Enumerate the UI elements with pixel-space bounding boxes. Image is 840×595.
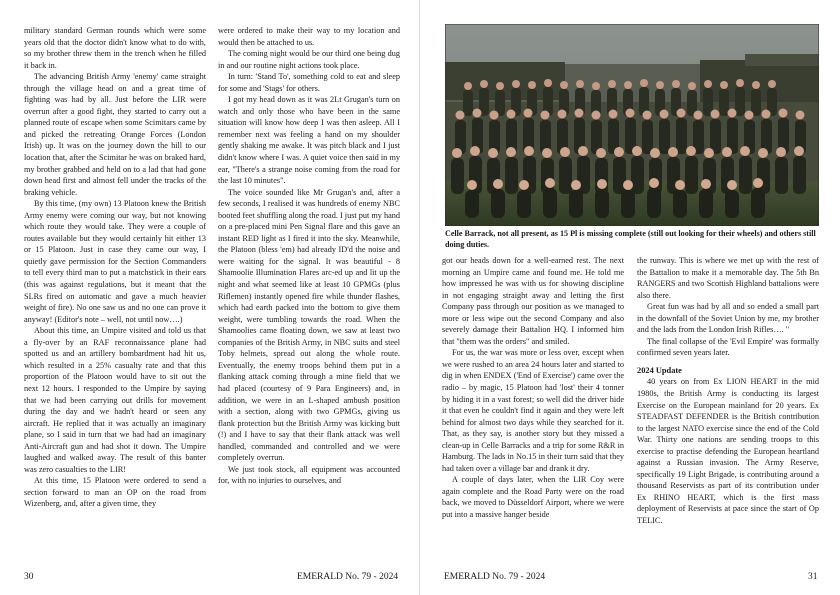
paragraph: At this time, 15 Platoon were ordered to send a section forward to man an OP on the road from Wizenberg, and, after a given time, they bbox=[24, 476, 206, 509]
page-number-right: 31 bbox=[808, 572, 818, 582]
section-heading: 2024 Update bbox=[637, 365, 682, 375]
footer-right: EMERALD No. 79 - 2024 bbox=[444, 572, 546, 582]
paragraph: Great fun was had by all and so ended a small part in the downfall of the Soviet Union by me, my brother and the lads from the London Irish Rifles…. " bbox=[637, 302, 819, 335]
paragraph: For us, the war was more or less over, except when we were rushed to an area 24 hours later and started to dig in when ENDEX ('End of Exercise') came over the radio – by magic, 15 Platoon had 'lost' their 4 tonner by hiding it in a vast forest; so well did the driver hide it that even he couldn't find it again and they were left behind for almost two days while they searched for it. That, as they say, is another story but they missed a clean-up in Celle Barracks and a trip for some R&R in Hamburg. The lads in No.15 in their turn said that they had taken over a village bar and drank it dry. bbox=[442, 348, 624, 473]
group-photo bbox=[445, 24, 819, 226]
paragraph: were ordered to make their way to my location and would then be attached to us. bbox=[218, 26, 400, 47]
paragraph: In turn: 'Stand To', something cold to eat and sleep for some and 'Stags' for others. bbox=[218, 72, 400, 93]
paragraph: I got my head down as it was 2Lt Grugan's turn on watch and only those who have been in the same situation will know how deep I was then asleep. All I remember next was feeling a hand on my shoulder gently shaking me awake. It was pitch black and I just didn't know where I was. A quiet voice then said in my ear, "There's a strange noise coming from the road for the last 10 minutes". bbox=[218, 95, 400, 186]
page-number-left: 30 bbox=[24, 572, 34, 582]
photo-caption: Celle Barrack, not all present, as 15 Pl is missing complete (still out looking for their wheels) and others still doing duties. bbox=[445, 229, 816, 249]
left-column-2 bbox=[218, 25, 400, 565]
paragraph: By this time, (my own) 13 Platoon knew the British Army enemy were coming our way, but not knowing which route they would take. They were a couple of routes available but they would certainly hit either 13 or 15 Platoon. Just in case they came our way, I quietly gave permission for the Section Commanders to tell every third man to put a matchstick in their ears (this was against regulations, but it meant that the SLRs fired on automatic and gave a much heavier weight of fire). No one saw us and no one can prove it anyway! (Editor's note – well, not until now….) bbox=[24, 199, 206, 324]
paragraph: About this time, an Umpire visited and told us that a fly-over by an RAF reconnaissance plane had spotted us and an artillery bombardment had hit us, which resulted in a 25% casualty rate and that this proportion of the Platoon would have to sit out the next 12 hours. I responded to the Umpire by saying that we had been carrying out drills for movement during the day and we hadn't heard or seen any aircraft. He replied that it was actually an imaginary plane, so I said in turn that we had had an imaginary Anti-Aircraft gun and had shot it down. The Umpire laughed and walked away. The result of this banter was zero casualties to the LIR! bbox=[24, 326, 206, 474]
right-column-1 bbox=[442, 255, 624, 567]
paragraph: military standard German rounds which were some years old that the doctor didn't know what to do with, so my brother threw them in the trench when he filled it back in. bbox=[24, 26, 206, 70]
footer-left: EMERALD No. 79 - 2024 bbox=[297, 572, 399, 582]
paragraph: got our heads down for a well-earned rest. The next morning an Umpire came and found me. He told me how impressed he was with us for showing discipline in not engaging straight away and letting the first Company pass through our position as we managed to more or less wipe out the second Company and also severely damage their Battalion HQ. I informed him that "them was the orders" and smiled. bbox=[442, 256, 624, 346]
right-column-2 bbox=[637, 255, 819, 567]
paragraph: A couple of days later, when the LIR Coy were again complete and the Road Party were on the road back, we moved to Düsseldorf Airport, where we were put into a massive hanger beside bbox=[442, 475, 624, 520]
paragraph: The final collapse of the 'Evil Empire' was formally confirmed seven years later. bbox=[637, 336, 819, 358]
left-column-1 bbox=[24, 25, 206, 565]
paragraph: The advancing British Army 'enemy' came straight through the village head on and a great time of fighting was had by all. Just before the LIR were overrun after a good fight, they started to carry out a planned route of escape when some Scimitars came by and picked the retreating Orange Forces (London Irish) up. It was on the journey down the hill to our location that, after the Scimitar he was on braked hard, my brother grabbed and held on to a lad that had gone down head first and almost fell under the tracks of the braking vehicle. bbox=[24, 72, 206, 197]
paragraph: 40 years on from Ex LION HEART in the mid 1980s, the British Army is conducting its largest Exercise on the European mainland for 20 years. Ex STEADFAST DEFENDER is the British contribution to the largest NATO exercise since the end of the Cold War. Thirty one nations are sending troops to this exercise to practise defending the European heartland against a Russian invasion. The Army Reserve, specifically 19 Light Brigade, is contributing around a thousand Reservists as part of its contribution under Ex RHINO HEART, which is the first mass deployment of Reservists at pace since the start of Op TELIC. bbox=[637, 377, 819, 526]
group-photo-image bbox=[445, 24, 819, 226]
paragraph: the runway. This is where we met up with the rest of the Battalion to make it a memorable day. The 5th Bn RANGERS and two Scottish Highland battalions were also there. bbox=[637, 256, 819, 300]
paragraph: We just took stock, all equipment was accounted for, with no injuries to ourselves, and bbox=[218, 464, 400, 486]
paragraph: The voice sounded like Mr Grugan's and, after a few seconds, I realised it was hundreds of enemy NBC booted feet shuffling along the road. I just put my hand on a pre-placed mini Pen Signal flare and this gave an instant RED light as I fired it into the sky. Meanwhile, the Platoon (bless 'em) had already ID'd the noise and were waiting for the signal. It was beautiful - 8 Shamoolie Illumination Flares arc-ed up and lit up the night and what seemed like at least 10 GPMGs (plus Riflemen) instantly opened fire while thunder flashes, which had earth packed into the bottom to give them weight, were tumbling towards the road. When the Shamoolies came floating down, we saw at least two companies of the British Army, in NBC suits and steel Toby helmets, spread out along the whole route. Eventually, the enemy troops behind them put in a flanking attack coming through a mine field that we had placed (courtesy of 9 Para Engineers) and, in addition, we were in an L-shaped ambush position with a section, along with two GPMGs, giving us flank protection but the British Army was kicking butt (!) and I have to say that their flank attack was well handled, commanded and controlled and we were completely overrun. bbox=[218, 187, 400, 463]
paragraph: The coming night would be our third one being dug in and our routine night actions took place. bbox=[218, 49, 400, 70]
